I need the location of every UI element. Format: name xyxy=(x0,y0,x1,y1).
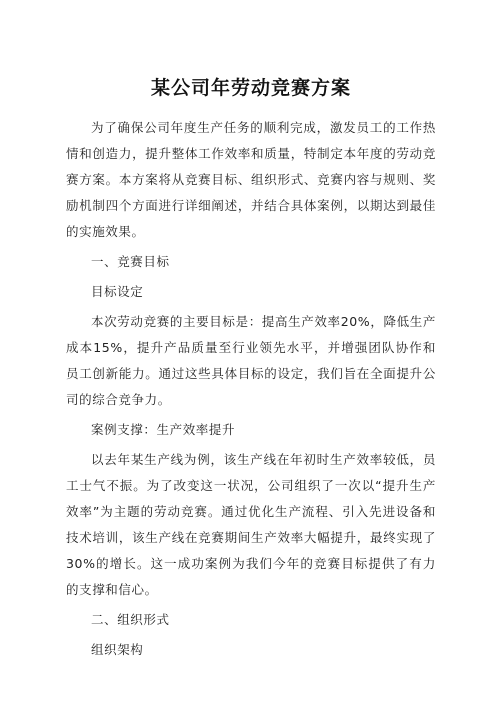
section-2-heading: 二、组织形式 xyxy=(91,612,170,627)
intro-paragraph: 为了确保公司年度生产任务的顺利完成，激发员工的工作热情和创造力，提升整体工作效率和质量，特制定本年度的劳动竞赛方案。本方案将从竞赛目标、组织形式、竞赛内容与规则、奖励机制四个方面进行详细阐述，并结合具体案例，以期达到最佳的实施效果。 xyxy=(66,120,436,239)
section-1-heading: 一、竞赛目标 xyxy=(91,254,170,269)
target-setting-paragraph: 本次劳动竞赛的主要目标是：提高生产效率20%，降低生产成本15%，提升产品质量至行业领先水平，并增强团队协作和员工创新能力。通过这些具体目标的设定，我们旨在全面提升公司的综合竞争力。 xyxy=(66,314,436,407)
subsection-case-support-heading: 案例支撑：生产效率提升 xyxy=(91,422,236,437)
document-title: 某公司年劳动竞赛方案 xyxy=(150,77,351,99)
subsection-target-setting-heading: 目标设定 xyxy=(91,284,144,299)
subsection-org-structure-heading: 组织架构 xyxy=(91,642,144,657)
case-support-paragraph: 以去年某生产线为例，该生产线在年初时生产效率较低，员工士气不振。为了改变这一状况，公司组织了一次以“提升生产效率”为主题的劳动竞赛。通过优化生产流程、引入先进设备和技术培训，该生产线在竞赛期间生产效率大幅提升，最终实现了30%的增长。这一成功案例为我们今年的竞赛目标提供了有力的支撑和信心。 xyxy=(66,452,436,597)
